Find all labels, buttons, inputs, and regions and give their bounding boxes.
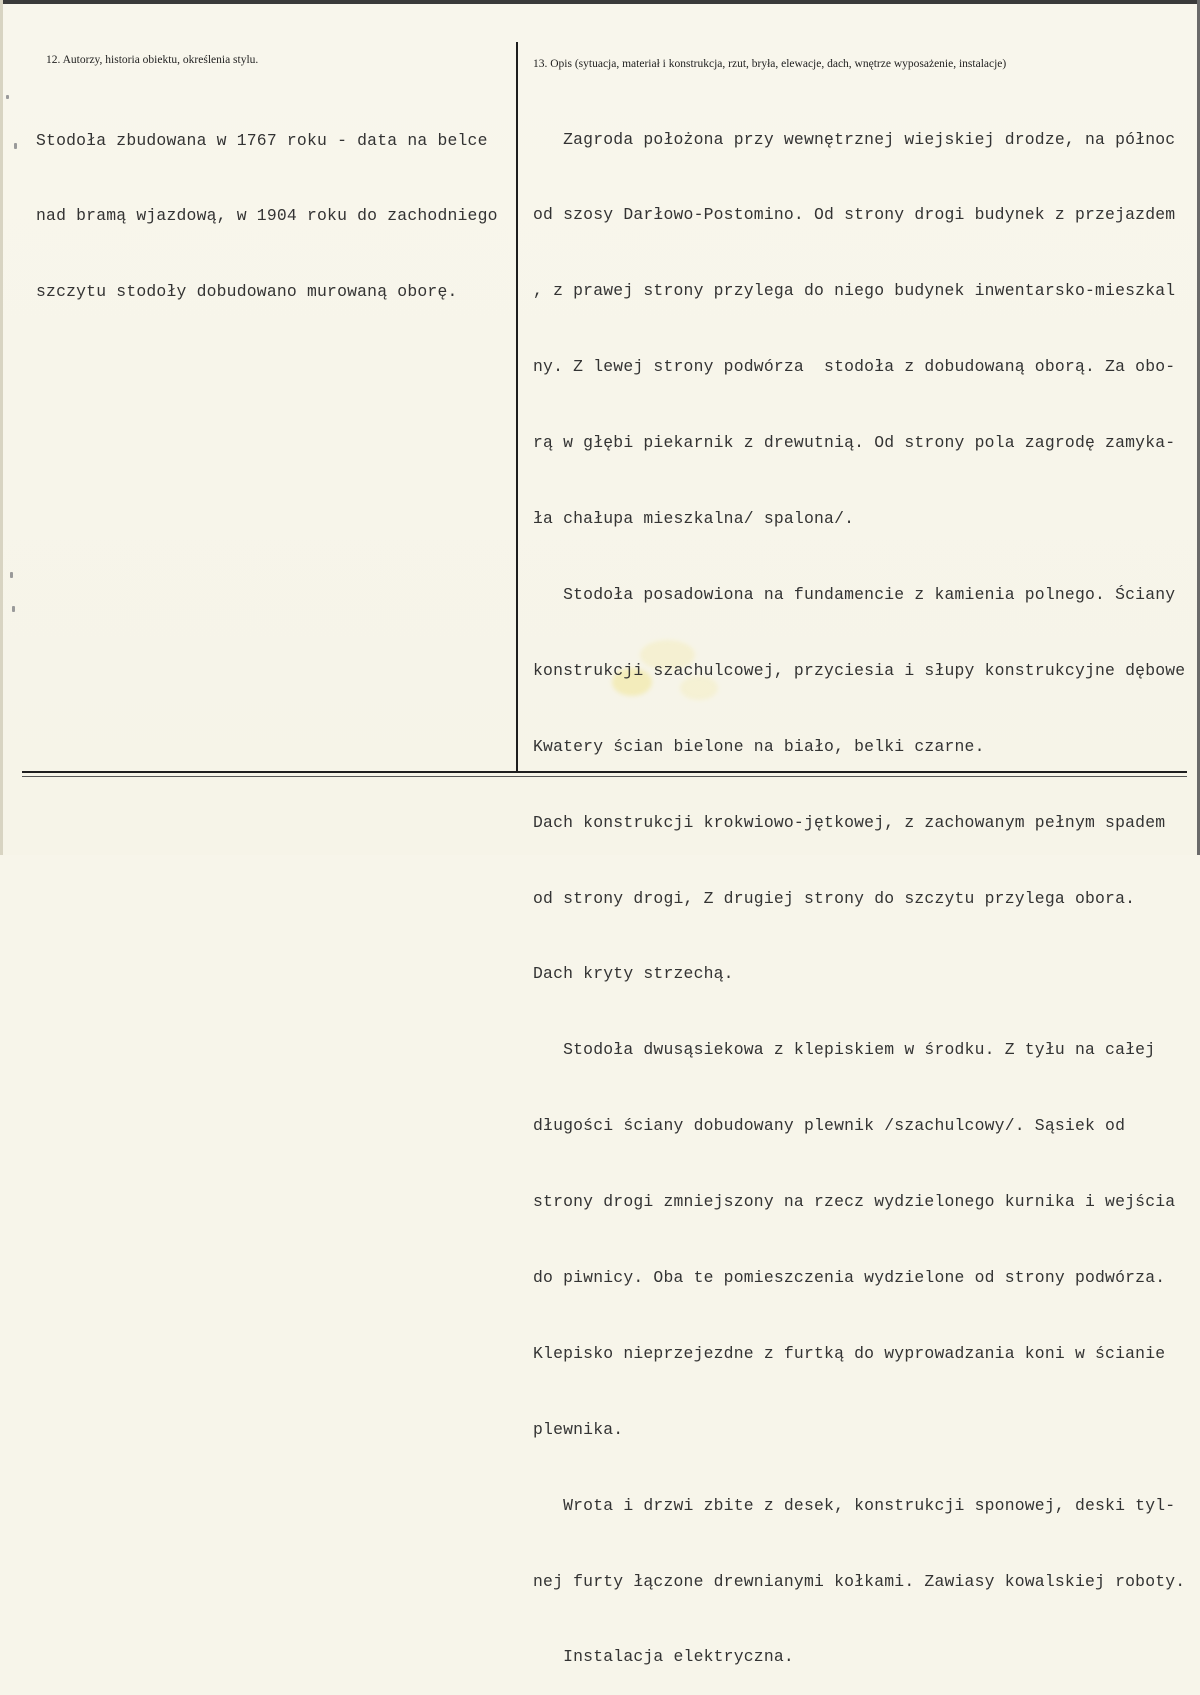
punch-mark xyxy=(6,95,9,99)
text-line: Stodoła zbudowana w 1767 roku - data na belce xyxy=(36,130,488,150)
section-12-text xyxy=(36,77,506,330)
text-line: , z prawej strony przylega do niego budynek inwentarsko-mieszkal xyxy=(533,281,1176,301)
text-line: długości ściany dobudowany plewnik /szachulcowy/. Sąsiek od xyxy=(533,1116,1126,1136)
section-13-header: 13. Opis (sytuacja, materiał i konstrukcja, rzut, bryła, elewacje, dach, wnętrze wyposażenie, instalacje) xyxy=(533,58,1007,70)
text-line: konstrukcji szachulcowej, przyciesia i słupy konstrukcyjne dębowe xyxy=(533,660,1186,680)
text-line: nad bramą wjazdową, w 1904 roku do zachodniego xyxy=(36,206,498,226)
text-line: szczytu stodoły dobudowano murowaną oborę. xyxy=(36,282,458,302)
section-13-text xyxy=(533,76,1193,1695)
text-line: od szosy Darłowo-Postomino. Od strony drogi budynek z przejazdem xyxy=(533,205,1176,225)
text-line: do piwnicy. Oba te pomieszczenia wydzielone od strony podwórza. xyxy=(533,1267,1166,1287)
text-line: strony drogi zmniejszony na rzecz wydzielonego kurnika i wejścia xyxy=(533,1192,1176,1212)
text-line: Kwatery ścian bielone na biało, belki czarne. xyxy=(533,736,985,756)
text-line: Stodoła dwusąsiekowa z klepiskiem w środku. Z tyłu na całej xyxy=(533,1040,1156,1060)
text-line: Klepisko nieprzejezdne z furtką do wyprowadzania koni w ścianie xyxy=(533,1343,1166,1363)
text-line: ła chałupa mieszkalna/ spalona/. xyxy=(533,509,855,529)
text-line: ny. Z lewej strony podwórza stodoła z dobudowaną oborą. Za obo- xyxy=(533,357,1176,377)
text-line: od strony drogi, Z drugiej strony do szczytu przylega obora. xyxy=(533,888,1136,908)
column-divider xyxy=(516,42,518,772)
top-border xyxy=(0,0,1200,4)
text-line: rą w głębi piekarnik z drewutnią. Od strony pola zagrodę zamyka- xyxy=(533,433,1176,453)
text-line: Stodoła posadowiona na fundamencie z kamienia polnego. Ściany xyxy=(533,584,1176,604)
text-line: Zagroda położona przy wewnętrznej wiejskiej drodze, na północ xyxy=(533,129,1176,149)
text-line: nej furty łączone drewnianymi kołkami. Zawiasy kowalskiej roboty. xyxy=(533,1571,1186,1591)
text-line: Dach kryty strzechą. xyxy=(533,964,734,984)
left-edge xyxy=(0,0,3,855)
punch-mark xyxy=(14,143,17,149)
text-line: Dach konstrukcji krokwiowo-jętkowej, z zachowanym pełnym spadem xyxy=(533,812,1166,832)
text-line: Wrota i drzwi zbite z desek, konstrukcji sponowej, deski tyl- xyxy=(533,1495,1176,1515)
section-12-header: 12. Autorzy, historia obiektu, określenia stylu. xyxy=(46,54,259,66)
text-line: plewnika. xyxy=(533,1419,624,1439)
text-line: Instalacja elektryczna. xyxy=(533,1647,794,1667)
punch-mark xyxy=(12,606,15,612)
punch-mark xyxy=(10,572,13,578)
